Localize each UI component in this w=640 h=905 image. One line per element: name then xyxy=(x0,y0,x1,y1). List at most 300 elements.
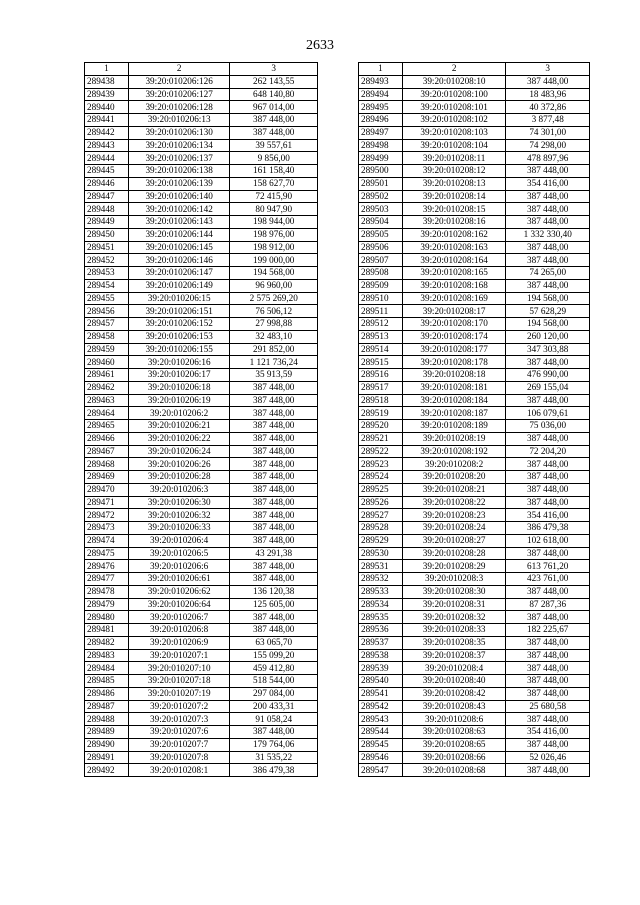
row-number: 289452 xyxy=(85,254,129,267)
table-row xyxy=(359,88,590,101)
table-row xyxy=(85,547,318,560)
row-number: 289500 xyxy=(359,165,403,178)
row-number: 289510 xyxy=(359,292,403,305)
row-number: 289526 xyxy=(359,496,403,509)
row-number: 289492 xyxy=(85,764,129,777)
row-number: 289488 xyxy=(85,713,129,726)
cadastral-value: 387 448,00 xyxy=(506,241,590,254)
cadastral-value: 354 416,00 xyxy=(506,509,590,522)
row-number: 289496 xyxy=(359,114,403,127)
table-row xyxy=(85,203,318,216)
row-number: 289485 xyxy=(85,675,129,688)
cadastral-value: 87 287,36 xyxy=(506,598,590,611)
table-row xyxy=(359,483,590,496)
row-number: 289442 xyxy=(85,126,129,139)
cadastral-number: 39:20:010208:178 xyxy=(402,356,506,369)
table-row xyxy=(85,318,318,331)
cadastral-value: 387 448,00 xyxy=(230,573,318,586)
table-row xyxy=(85,101,318,114)
row-number: 289458 xyxy=(85,330,129,343)
cadastral-value: 1 121 736,24 xyxy=(230,356,318,369)
table-row xyxy=(85,636,318,649)
table-row xyxy=(85,267,318,280)
cadastral-number: 39:20:010208:23 xyxy=(402,509,506,522)
cadastral-number: 39:20:010208:37 xyxy=(402,649,506,662)
row-number: 289523 xyxy=(359,458,403,471)
cadastral-value: 52 026,46 xyxy=(506,751,590,764)
table-row xyxy=(359,279,590,292)
table-row xyxy=(85,343,318,356)
row-number: 289447 xyxy=(85,190,129,203)
cadastral-value: 74 298,00 xyxy=(506,139,590,152)
row-number: 289531 xyxy=(359,560,403,573)
row-number: 289530 xyxy=(359,547,403,560)
cadastral-value: 80 947,90 xyxy=(230,203,318,216)
cadastral-number: 39:20:010208:22 xyxy=(402,496,506,509)
row-number: 289449 xyxy=(85,216,129,229)
row-number: 289463 xyxy=(85,394,129,407)
cadastral-value: 387 448,00 xyxy=(506,764,590,777)
header-row xyxy=(85,63,318,76)
cadastral-value: 182 225,67 xyxy=(506,624,590,637)
table-row xyxy=(85,356,318,369)
table-row xyxy=(85,139,318,152)
table-row xyxy=(359,738,590,751)
row-number: 289533 xyxy=(359,585,403,598)
table-row xyxy=(85,624,318,637)
cadastral-number: 39:20:010207:3 xyxy=(128,713,230,726)
row-number: 289471 xyxy=(85,496,129,509)
table-row xyxy=(359,522,590,535)
cadastral-number: 39:20:010208:164 xyxy=(402,254,506,267)
cadastral-number: 39:20:010206:151 xyxy=(128,305,230,318)
row-number: 289494 xyxy=(359,88,403,101)
row-number: 289487 xyxy=(85,700,129,713)
row-number: 289461 xyxy=(85,369,129,382)
table-row xyxy=(359,585,590,598)
row-number: 289478 xyxy=(85,585,129,598)
cadastral-number: 39:20:010206:2 xyxy=(128,407,230,420)
table-row xyxy=(85,407,318,420)
cadastral-number: 39:20:010208:12 xyxy=(402,165,506,178)
row-number: 289474 xyxy=(85,534,129,547)
cadastral-number: 39:20:010208:19 xyxy=(402,432,506,445)
table-row xyxy=(359,687,590,700)
row-number: 289503 xyxy=(359,203,403,216)
row-number: 289448 xyxy=(85,203,129,216)
row-number: 289450 xyxy=(85,228,129,241)
cadastral-value: 198 912,00 xyxy=(230,241,318,254)
table-row xyxy=(85,305,318,318)
row-number: 289439 xyxy=(85,88,129,101)
table-row xyxy=(85,75,318,88)
cadastral-number: 39:20:010206:143 xyxy=(128,216,230,229)
cadastral-number: 39:20:010206:62 xyxy=(128,585,230,598)
cadastral-value: 1 332 330,40 xyxy=(506,228,590,241)
cadastral-value: 387 448,00 xyxy=(230,522,318,535)
cadastral-number: 39:20:010208:14 xyxy=(402,190,506,203)
row-number: 289476 xyxy=(85,560,129,573)
row-number: 289544 xyxy=(359,726,403,739)
table-row xyxy=(359,381,590,394)
cadastral-value: 387 448,00 xyxy=(506,547,590,560)
cadastral-value: 200 433,31 xyxy=(230,700,318,713)
cadastral-number: 39:20:010206:149 xyxy=(128,279,230,292)
cadastral-number: 39:20:010208:101 xyxy=(402,101,506,114)
table-row xyxy=(85,522,318,535)
table-row xyxy=(85,713,318,726)
row-number: 289486 xyxy=(85,687,129,700)
right-table-body xyxy=(359,75,590,776)
cadastral-number: 39:20:010208:184 xyxy=(402,394,506,407)
cadastral-number: 39:20:010207:6 xyxy=(128,726,230,739)
cadastral-number: 39:20:010208:21 xyxy=(402,483,506,496)
row-number: 289497 xyxy=(359,126,403,139)
row-number: 289491 xyxy=(85,751,129,764)
cadastral-number: 39:20:010206:64 xyxy=(128,598,230,611)
row-number: 289451 xyxy=(85,241,129,254)
cadastral-value: 2 575 269,20 xyxy=(230,292,318,305)
table-row xyxy=(359,649,590,662)
cadastral-number: 39:20:010206:16 xyxy=(128,356,230,369)
cadastral-value: 31 535,22 xyxy=(230,751,318,764)
row-number: 289472 xyxy=(85,509,129,522)
cadastral-number: 39:20:010208:20 xyxy=(402,471,506,484)
cadastral-value: 648 140,80 xyxy=(230,88,318,101)
cadastral-number: 39:20:010207:10 xyxy=(128,662,230,675)
cadastral-number: 39:20:010208:169 xyxy=(402,292,506,305)
table-row xyxy=(85,420,318,433)
cadastral-value: 387 448,00 xyxy=(506,611,590,624)
cadastral-number: 39:20:010208:104 xyxy=(402,139,506,152)
cadastral-number: 39:20:010206:145 xyxy=(128,241,230,254)
cadastral-number: 39:20:010206:32 xyxy=(128,509,230,522)
table-row xyxy=(359,496,590,509)
table-row xyxy=(359,75,590,88)
row-number: 289480 xyxy=(85,611,129,624)
cadastral-number: 39:20:010208:170 xyxy=(402,318,506,331)
cadastral-value: 39 557,61 xyxy=(230,139,318,152)
table-row xyxy=(85,726,318,739)
cadastral-value: 194 568,00 xyxy=(230,267,318,280)
cadastral-value: 967 014,00 xyxy=(230,101,318,114)
cadastral-number: 39:20:010208:3 xyxy=(402,573,506,586)
cadastral-value: 476 990,00 xyxy=(506,369,590,382)
cadastral-value: 63 065,70 xyxy=(230,636,318,649)
row-number: 289514 xyxy=(359,343,403,356)
cadastral-number: 39:20:010208:24 xyxy=(402,522,506,535)
cadastral-number: 39:20:010206:22 xyxy=(128,432,230,445)
cadastral-number: 39:20:010206:138 xyxy=(128,165,230,178)
cadastral-value: 25 680,58 xyxy=(506,700,590,713)
cadastral-value: 102 618,00 xyxy=(506,534,590,547)
row-number: 289484 xyxy=(85,662,129,675)
cadastral-number: 39:20:010208:40 xyxy=(402,675,506,688)
cadastral-value: 354 416,00 xyxy=(506,726,590,739)
row-number: 289504 xyxy=(359,216,403,229)
cadastral-value: 387 448,00 xyxy=(230,381,318,394)
cadastral-number: 39:20:010207:1 xyxy=(128,649,230,662)
table-row xyxy=(359,445,590,458)
row-number: 289495 xyxy=(359,101,403,114)
cadastral-number: 39:20:010208:163 xyxy=(402,241,506,254)
cadastral-value: 354 416,00 xyxy=(506,177,590,190)
cadastral-number: 39:20:010208:33 xyxy=(402,624,506,637)
cadastral-value: 478 897,96 xyxy=(506,152,590,165)
cadastral-value: 387 448,00 xyxy=(506,496,590,509)
cadastral-value: 387 448,00 xyxy=(506,75,590,88)
cadastral-number: 39:20:010206:26 xyxy=(128,458,230,471)
column-header-1: 1 xyxy=(85,63,129,76)
table-row xyxy=(85,394,318,407)
table-row xyxy=(85,152,318,165)
table-row xyxy=(85,228,318,241)
cadastral-number: 39:20:010206:24 xyxy=(128,445,230,458)
cadastral-value: 387 448,00 xyxy=(230,432,318,445)
cadastral-value: 27 998,88 xyxy=(230,318,318,331)
cadastral-value: 387 448,00 xyxy=(506,190,590,203)
cadastral-value: 387 448,00 xyxy=(230,483,318,496)
row-number: 289498 xyxy=(359,139,403,152)
cadastral-value: 387 448,00 xyxy=(230,624,318,637)
cadastral-value: 18 483,96 xyxy=(506,88,590,101)
cadastral-value: 613 761,20 xyxy=(506,560,590,573)
cadastral-number: 39:20:010208:65 xyxy=(402,738,506,751)
table-row xyxy=(85,292,318,305)
cadastral-value: 387 448,00 xyxy=(506,356,590,369)
cadastral-number: 39:20:010208:4 xyxy=(402,662,506,675)
cadastral-number: 39:20:010206:152 xyxy=(128,318,230,331)
cadastral-value: 40 372,86 xyxy=(506,101,590,114)
table-row xyxy=(85,534,318,547)
cadastral-number: 39:20:010208:10 xyxy=(402,75,506,88)
cadastral-number: 39:20:010206:15 xyxy=(128,292,230,305)
cadastral-number: 39:20:010206:5 xyxy=(128,547,230,560)
table-row xyxy=(359,343,590,356)
row-number: 289446 xyxy=(85,177,129,190)
cadastral-value: 9 856,00 xyxy=(230,152,318,165)
cadastral-number: 39:20:010207:2 xyxy=(128,700,230,713)
row-number: 289506 xyxy=(359,241,403,254)
cadastral-value: 387 448,00 xyxy=(506,649,590,662)
table-row xyxy=(359,547,590,560)
cadastral-value: 297 084,00 xyxy=(230,687,318,700)
cadastral-value: 96 960,00 xyxy=(230,279,318,292)
cadastral-number: 39:20:010207:8 xyxy=(128,751,230,764)
cadastral-value: 76 506,12 xyxy=(230,305,318,318)
table-row xyxy=(359,203,590,216)
row-number: 289547 xyxy=(359,764,403,777)
table-row xyxy=(359,764,590,777)
table-row xyxy=(85,675,318,688)
table-row xyxy=(85,88,318,101)
cadastral-value: 387 448,00 xyxy=(230,471,318,484)
cadastral-number: 39:20:010208:11 xyxy=(402,152,506,165)
row-number: 289456 xyxy=(85,305,129,318)
row-number: 289468 xyxy=(85,458,129,471)
row-number: 289444 xyxy=(85,152,129,165)
row-number: 289534 xyxy=(359,598,403,611)
cadastral-number: 39:20:010208:29 xyxy=(402,560,506,573)
table-row xyxy=(85,573,318,586)
row-number: 289525 xyxy=(359,483,403,496)
row-number: 289483 xyxy=(85,649,129,662)
table-row xyxy=(85,330,318,343)
cadastral-number: 39:20:010206:18 xyxy=(128,381,230,394)
cadastral-value: 387 448,00 xyxy=(506,216,590,229)
cadastral-number: 39:20:010206:139 xyxy=(128,177,230,190)
table-row xyxy=(85,381,318,394)
cadastral-number: 39:20:010206:8 xyxy=(128,624,230,637)
row-number: 289536 xyxy=(359,624,403,637)
row-number: 289516 xyxy=(359,369,403,382)
cadastral-value: 387 448,00 xyxy=(230,611,318,624)
cadastral-value: 72 204,20 xyxy=(506,445,590,458)
cadastral-number: 39:20:010208:165 xyxy=(402,267,506,280)
table-row xyxy=(85,458,318,471)
cadastral-number: 39:20:010208:187 xyxy=(402,407,506,420)
table-row xyxy=(85,177,318,190)
table-row xyxy=(359,598,590,611)
cadastral-value: 387 448,00 xyxy=(230,445,318,458)
table-row xyxy=(85,598,318,611)
row-number: 289524 xyxy=(359,471,403,484)
cadastral-value: 72 415,90 xyxy=(230,190,318,203)
cadastral-number: 39:20:010206:134 xyxy=(128,139,230,152)
row-number: 289470 xyxy=(85,483,129,496)
table-row xyxy=(85,509,318,522)
row-number: 289539 xyxy=(359,662,403,675)
cadastral-value: 199 000,00 xyxy=(230,254,318,267)
table-row xyxy=(85,254,318,267)
cadastral-value: 386 479,38 xyxy=(506,522,590,535)
cadastral-number: 39:20:010208:181 xyxy=(402,381,506,394)
column-header-2: 2 xyxy=(402,63,506,76)
table-row xyxy=(85,445,318,458)
cadastral-value: 387 448,00 xyxy=(506,471,590,484)
table-row xyxy=(359,114,590,127)
row-number: 289481 xyxy=(85,624,129,637)
cadastral-value: 387 448,00 xyxy=(506,738,590,751)
table-row xyxy=(85,241,318,254)
cadastral-number: 39:20:010208:18 xyxy=(402,369,506,382)
cadastral-number: 39:20:010206:142 xyxy=(128,203,230,216)
cadastral-number: 39:20:010208:100 xyxy=(402,88,506,101)
cadastral-value: 194 568,00 xyxy=(506,292,590,305)
cadastral-number: 39:20:010208:189 xyxy=(402,420,506,433)
table-row xyxy=(85,649,318,662)
table-row xyxy=(359,228,590,241)
row-number: 289513 xyxy=(359,330,403,343)
row-number: 289462 xyxy=(85,381,129,394)
row-number: 289454 xyxy=(85,279,129,292)
table-row xyxy=(359,624,590,637)
cadastral-number: 39:20:010206:146 xyxy=(128,254,230,267)
cadastral-number: 39:20:010208:63 xyxy=(402,726,506,739)
cadastral-number: 39:20:010206:137 xyxy=(128,152,230,165)
cadastral-value: 387 448,00 xyxy=(506,636,590,649)
cadastral-number: 39:20:010206:144 xyxy=(128,228,230,241)
row-number: 289469 xyxy=(85,471,129,484)
cadastral-number: 39:20:010208:35 xyxy=(402,636,506,649)
row-number: 289475 xyxy=(85,547,129,560)
column-header-2: 2 xyxy=(128,63,230,76)
cadastral-number: 39:20:010206:4 xyxy=(128,534,230,547)
cadastral-value: 518 544,00 xyxy=(230,675,318,688)
cadastral-value: 423 761,00 xyxy=(506,573,590,586)
column-header-3: 3 xyxy=(506,63,590,76)
row-number: 289528 xyxy=(359,522,403,535)
row-number: 289520 xyxy=(359,420,403,433)
cadastral-number: 39:20:010208:32 xyxy=(402,611,506,624)
row-number: 289467 xyxy=(85,445,129,458)
column-header-1: 1 xyxy=(359,63,403,76)
cadastral-number: 39:20:010208:6 xyxy=(402,713,506,726)
cadastral-value: 387 448,00 xyxy=(506,279,590,292)
cadastral-value: 74 265,00 xyxy=(506,267,590,280)
cadastral-number: 39:20:010206:21 xyxy=(128,420,230,433)
column-header-3: 3 xyxy=(230,63,318,76)
cadastral-value: 198 976,00 xyxy=(230,228,318,241)
cadastral-value: 459 412,80 xyxy=(230,662,318,675)
row-number: 289464 xyxy=(85,407,129,420)
row-number: 289546 xyxy=(359,751,403,764)
cadastral-number: 39:20:010206:30 xyxy=(128,496,230,509)
table-row xyxy=(359,509,590,522)
cadastral-value: 347 303,88 xyxy=(506,343,590,356)
row-number: 289438 xyxy=(85,75,129,88)
cadastral-number: 39:20:010206:9 xyxy=(128,636,230,649)
table-row xyxy=(359,356,590,369)
cadastral-value: 387 448,00 xyxy=(230,726,318,739)
right-table xyxy=(358,62,590,777)
cadastral-number: 39:20:010206:33 xyxy=(128,522,230,535)
cadastral-number: 39:20:010208:162 xyxy=(402,228,506,241)
table-row xyxy=(359,420,590,433)
cadastral-value: 387 448,00 xyxy=(506,662,590,675)
row-number: 289521 xyxy=(359,432,403,445)
table-row xyxy=(85,611,318,624)
cadastral-value: 161 158,40 xyxy=(230,165,318,178)
cadastral-number: 39:20:010208:17 xyxy=(402,305,506,318)
header-row xyxy=(359,63,590,76)
cadastral-number: 39:20:010208:177 xyxy=(402,343,506,356)
cadastral-number: 39:20:010206:3 xyxy=(128,483,230,496)
table-row xyxy=(359,305,590,318)
table-row xyxy=(85,483,318,496)
table-row xyxy=(359,534,590,547)
table-row xyxy=(359,241,590,254)
cadastral-value: 387 448,00 xyxy=(506,675,590,688)
row-number: 289509 xyxy=(359,279,403,292)
row-number: 289538 xyxy=(359,649,403,662)
table-row xyxy=(359,560,590,573)
cadastral-number: 39:20:010206:127 xyxy=(128,88,230,101)
table-row xyxy=(85,738,318,751)
row-number: 289502 xyxy=(359,190,403,203)
cadastral-number: 39:20:010208:43 xyxy=(402,700,506,713)
cadastral-number: 39:20:010208:2 xyxy=(402,458,506,471)
cadastral-value: 136 120,38 xyxy=(230,585,318,598)
table-row xyxy=(85,700,318,713)
row-number: 289515 xyxy=(359,356,403,369)
table-row xyxy=(85,279,318,292)
table-row xyxy=(85,751,318,764)
cadastral-value: 155 099,20 xyxy=(230,649,318,662)
table-row xyxy=(85,216,318,229)
table-row xyxy=(85,585,318,598)
cadastral-value: 43 291,38 xyxy=(230,547,318,560)
